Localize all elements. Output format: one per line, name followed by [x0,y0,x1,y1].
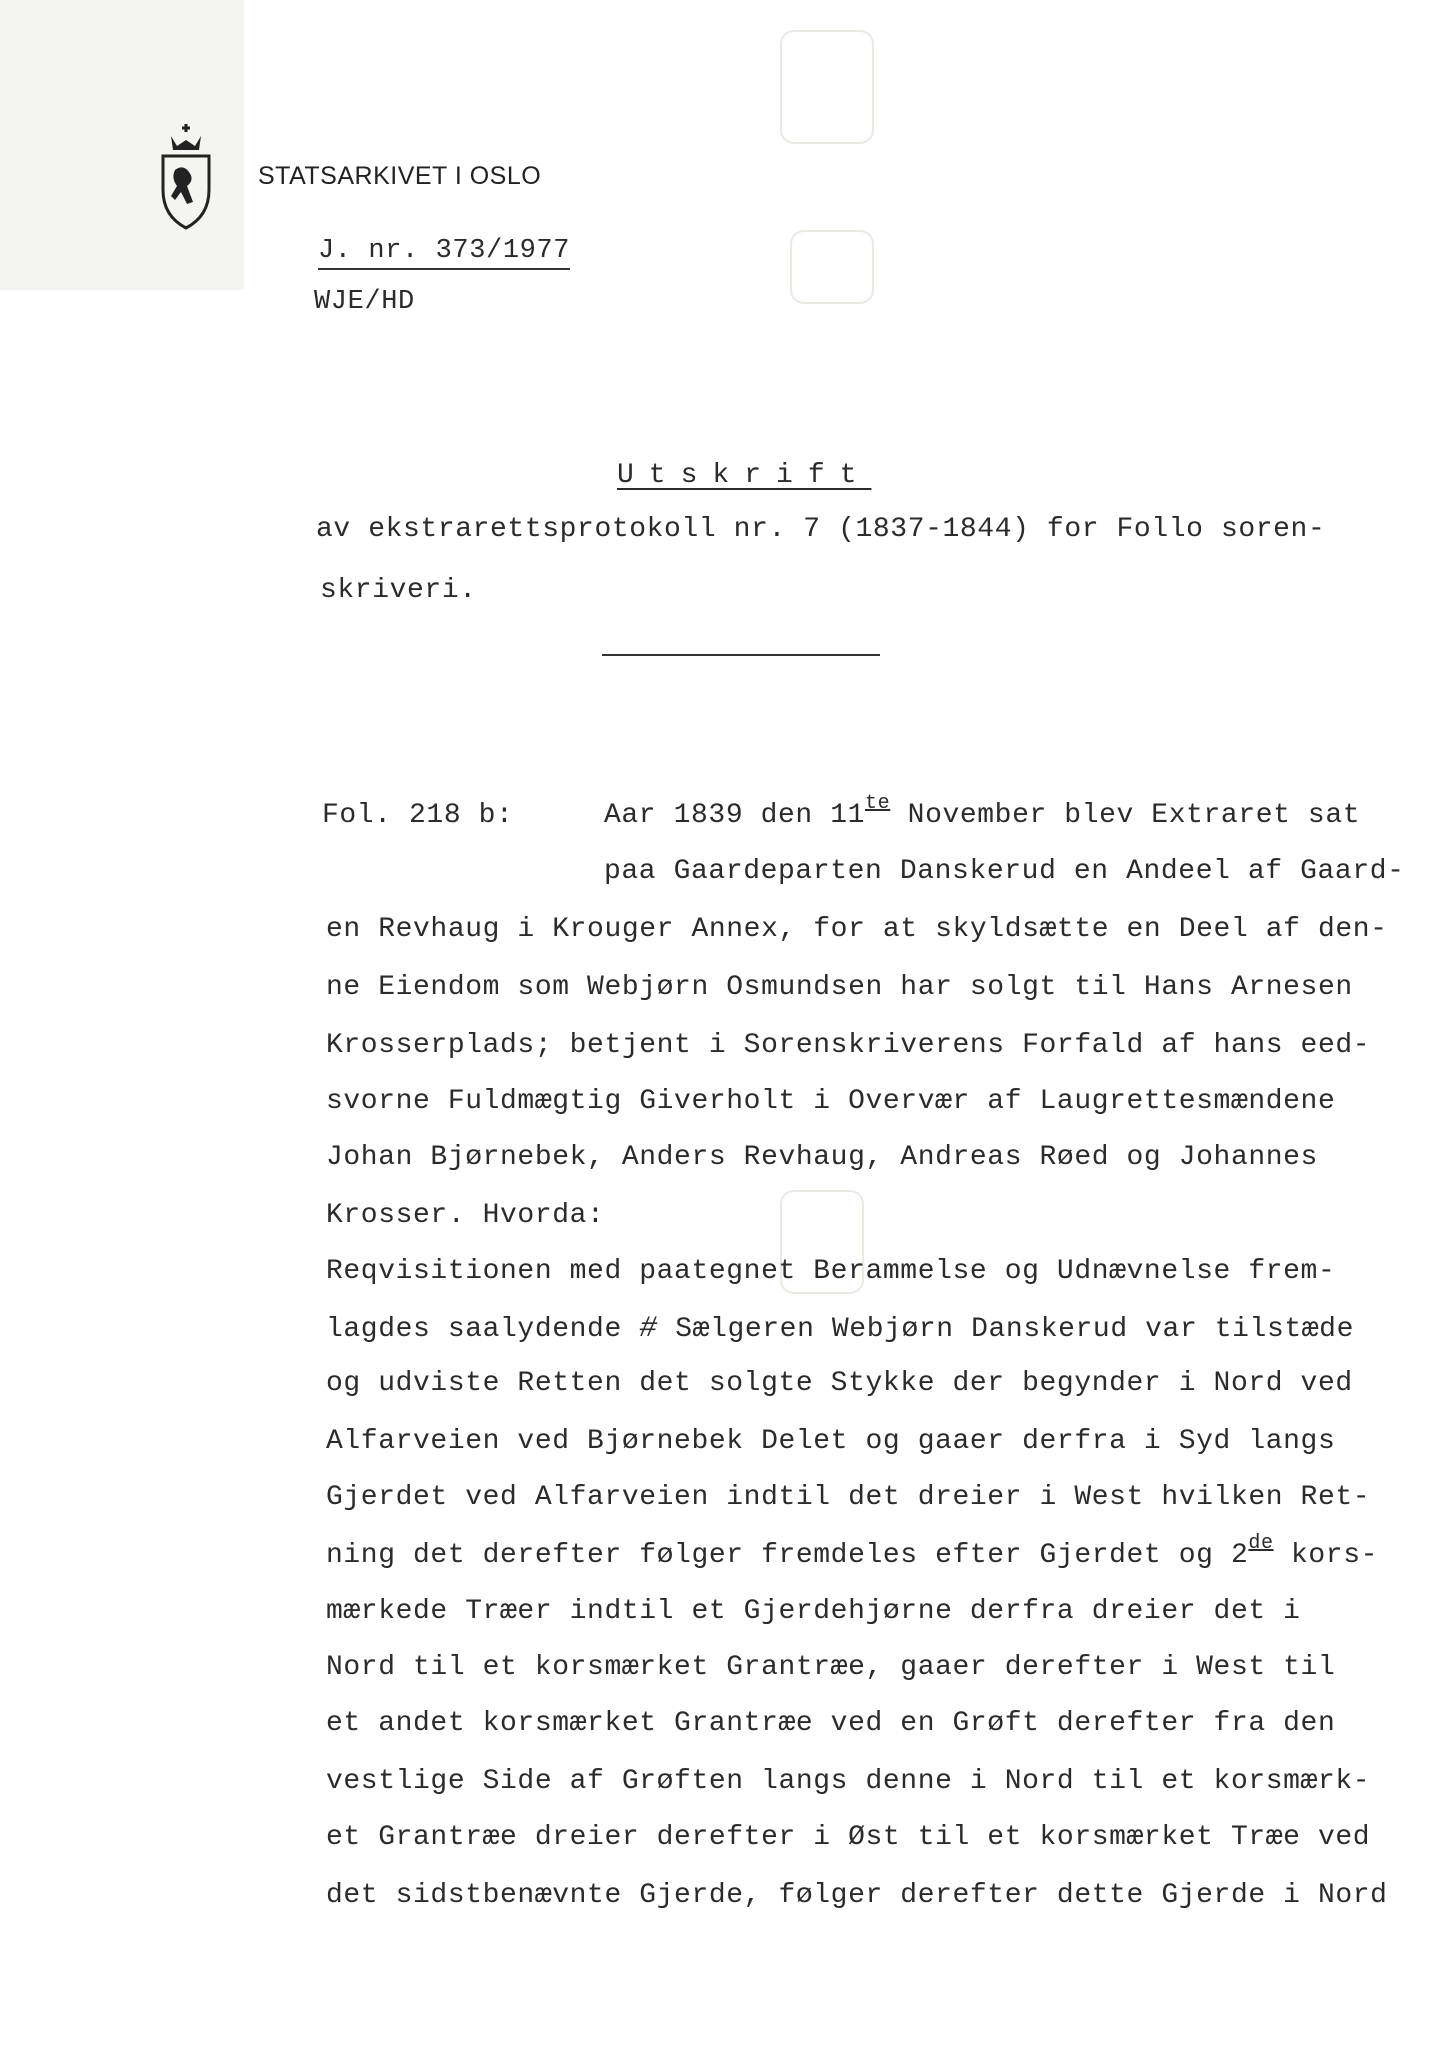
hash-mark: # [639,1312,658,1346]
divider-rule [602,654,880,656]
body-text: lagdes saalydende [326,1314,640,1345]
body-line: Alfarveien ved Bjørnebek Delet og gaaer derfra i Syd langs [326,1426,1336,1457]
body-line: et andet korsmærket Grantræe ved en Grøft derefter fra den [326,1708,1336,1739]
coat-of-arms-icon [157,122,215,232]
subtitle-line-2: skriveri. [320,575,477,606]
body-line: vestlige Side af Grøften langs denne i Nord til et korsmærk- [326,1766,1371,1797]
body-line: det sidstbenævnte Gjerde, følger derefter dette Gjerde i Nord [326,1880,1388,1911]
superscript-text: te [865,792,891,815]
subtitle-line-1: av ekstrarettsprotokoll nr. 7 (1837-1844) for Follo soren- [316,514,1326,545]
archive-name: STATSARKIVET I OSLO [258,162,542,190]
initials: WJE/HD [314,287,415,317]
body-line: svorne Fuldmægtig Giverholt i Overvær af Laugrettesmændene [326,1086,1336,1117]
body-line [326,1312,1354,1346]
journal-number: J. nr. 373/1977 [318,236,570,270]
body-text: kors- [1273,1540,1378,1571]
body-text: Sælgeren Webjørn Danskerud var tilstæde [657,1314,1354,1345]
body-line: og udviste Retten det solgte Stykke der begynder i Nord ved [326,1368,1353,1399]
body-line: ne Eiendom som Webjørn Osmundsen har solgt til Hans Arnesen [326,972,1353,1003]
body-line: Nord til et korsmærket Grantræe, gaaer derefter i West til [326,1652,1336,1683]
body-text: November blev Extraret sat [890,800,1361,831]
body-text: ning det derefter følger fremdeles efter Gjerdet og 2 [326,1540,1249,1571]
body-line: Johan Bjørnebek, Anders Revhaug, Andreas Røed og Johannes [326,1142,1318,1173]
document-title: Utskrift [617,460,872,491]
body-line: Krosser. Hvorda: [326,1200,605,1231]
body-line: Reqvisitionen med paategnet Berammelse og Udnævnelse frem- [326,1256,1336,1287]
folio-reference: Fol. 218 b: [322,800,514,831]
body-line [604,792,1361,831]
body-line: et Grantræe dreier derefter i Øst til et korsmærket Træe ved [326,1822,1371,1853]
superscript-text: de [1248,1532,1274,1555]
body-line: paa Gaardeparten Danskerud en Andeel af Gaard- [604,856,1405,887]
body-line: en Revhaug i Krouger Annex, for at skyldsætte en Deel af den- [326,914,1388,945]
body-line [326,1532,1378,1571]
show-through-mark [790,230,874,304]
body-line: mærkede Træer indtil et Gjerdehjørne derfra dreier det i [326,1596,1301,1627]
body-line: Krosserplads; betjent i Sorenskriverens Forfald af hans eed- [326,1030,1371,1061]
show-through-mark [780,30,874,144]
body-text: Aar 1839 den 11 [604,800,866,831]
body-line: Gjerdet ved Alfarveien indtil det dreier i West hvilken Ret- [326,1482,1371,1513]
